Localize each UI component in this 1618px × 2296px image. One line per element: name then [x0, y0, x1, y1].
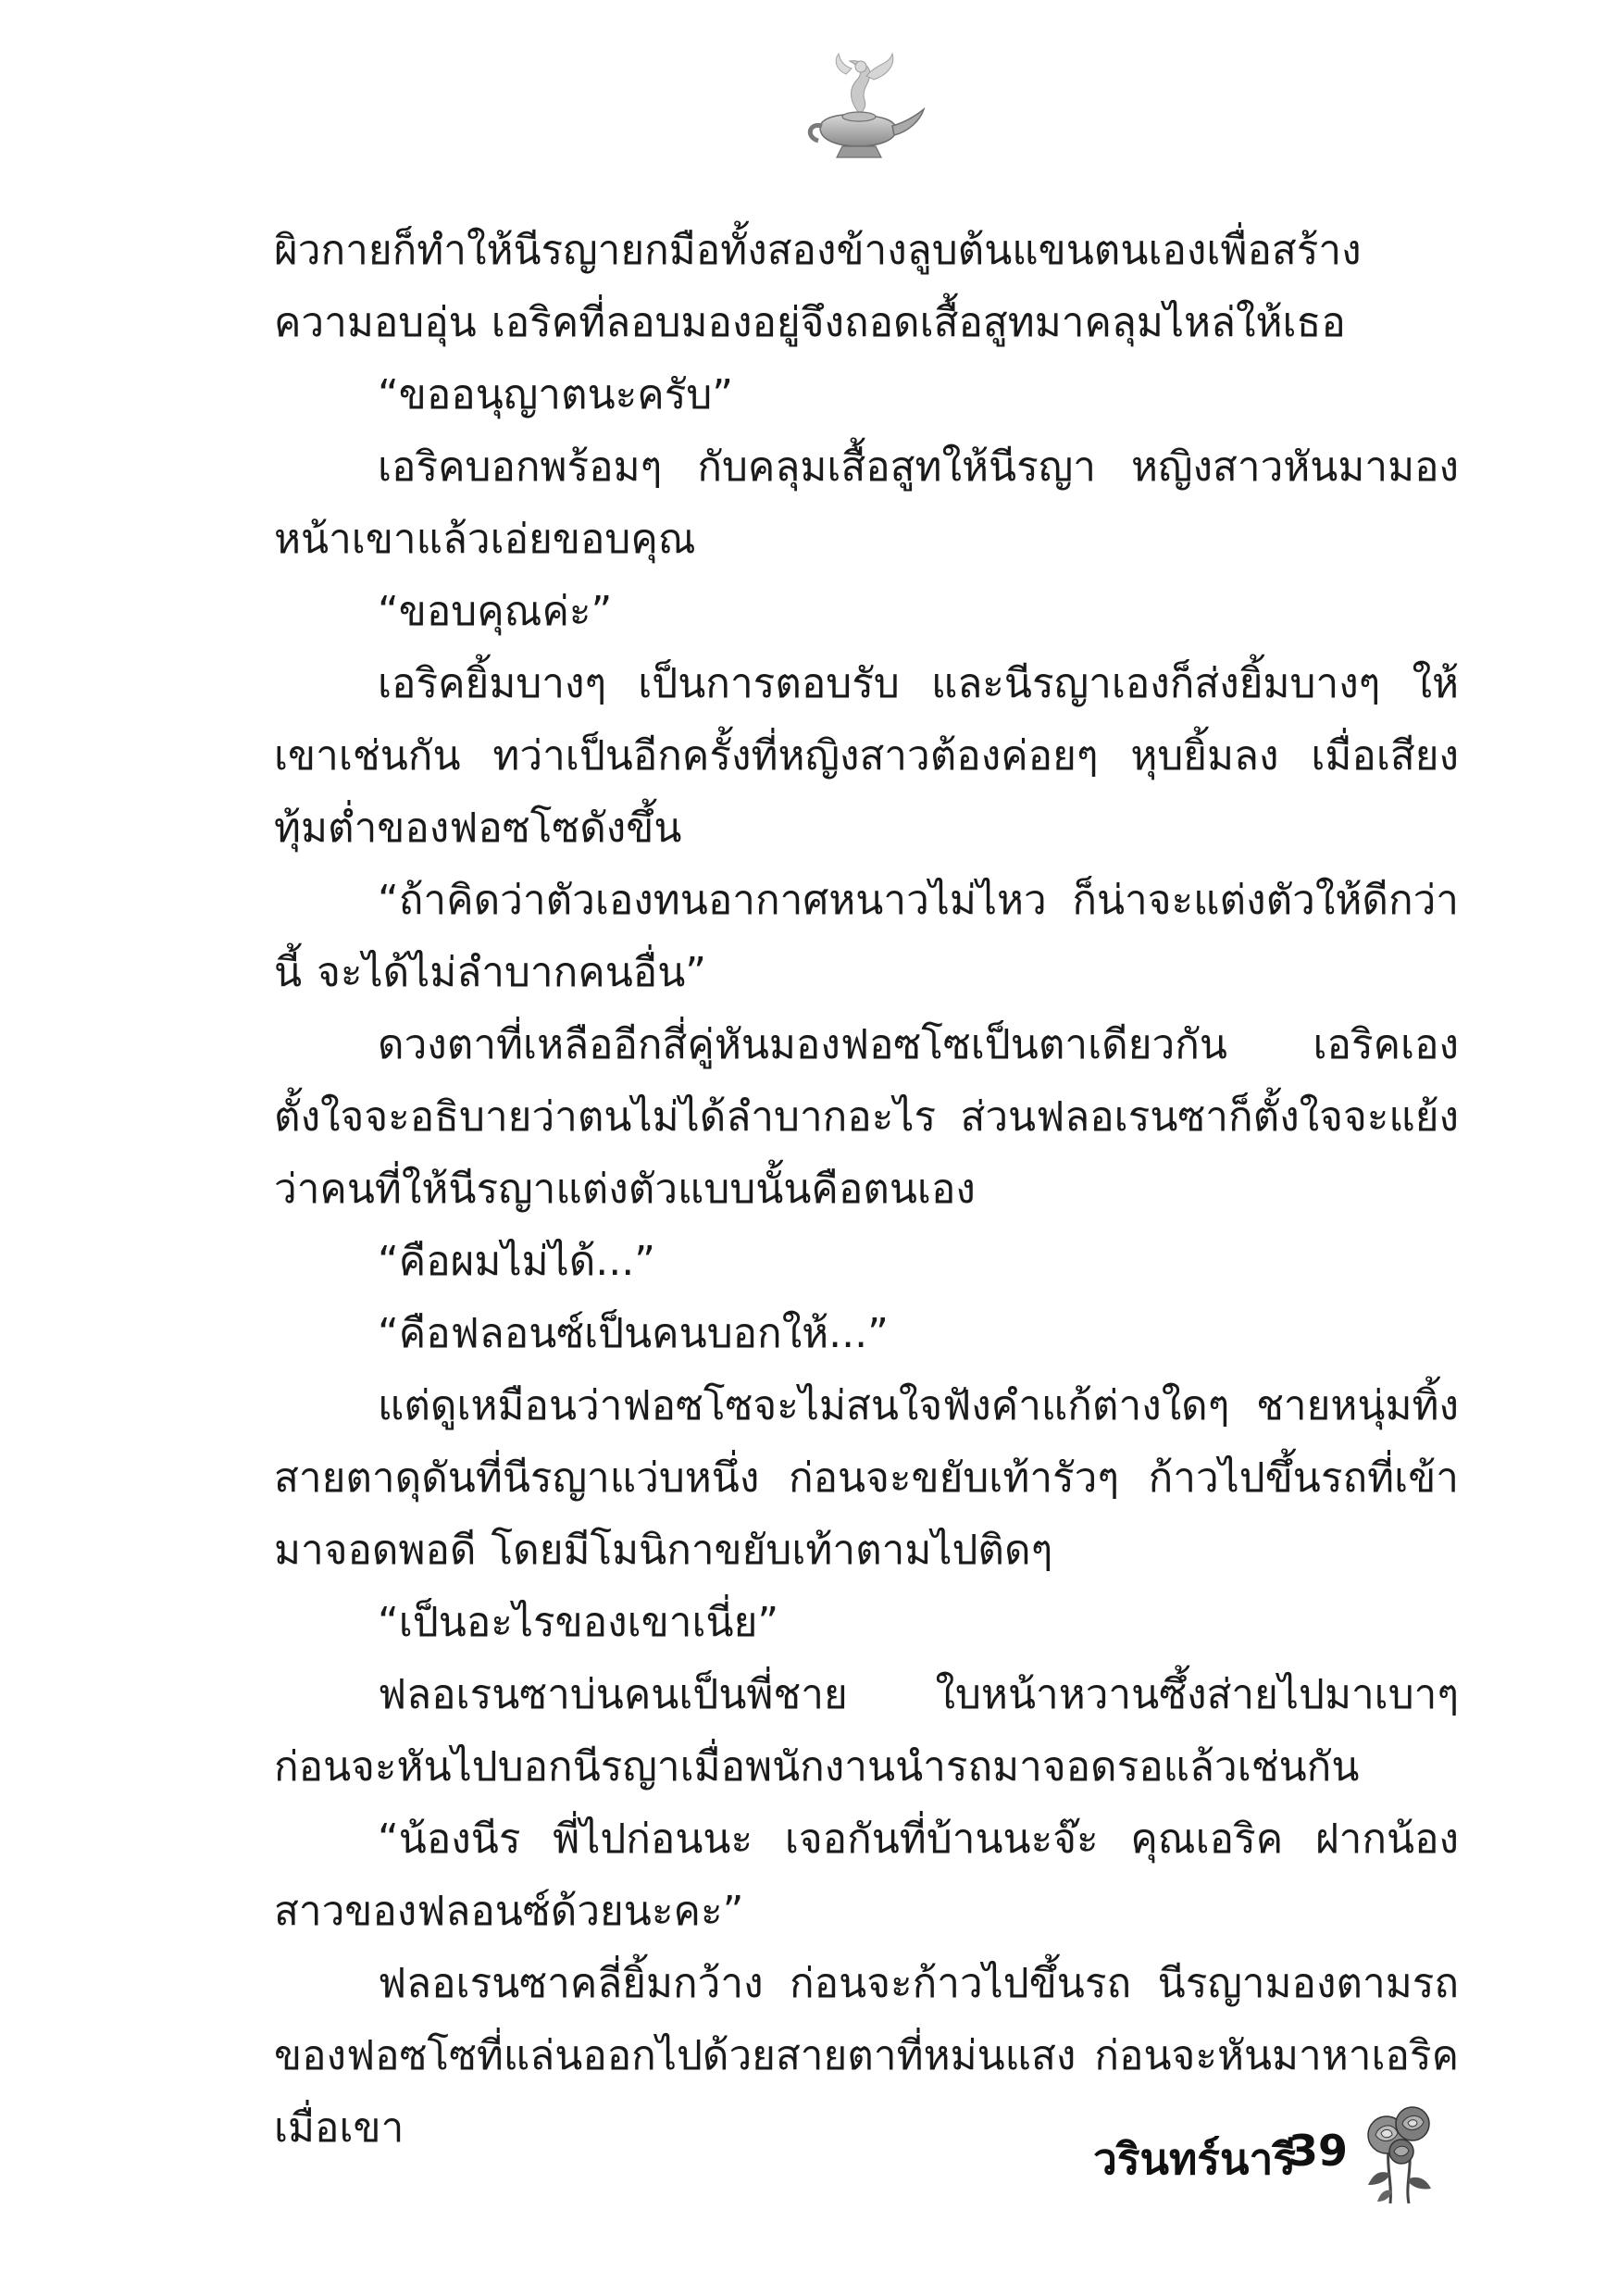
paragraph-5: เอริคยิ้มบางๆ เป็นการตอบรับ และนีรญาเองก็ส่งยิ้มบางๆ ให้เขาเช่นกัน ทว่าเป็นอีกครั้งที่หญิงสาวต้องค่อยๆ หุบยิ้มลง เมื่อเสียงทุ้มต่ำของฟอซโซดังขึ้น [274, 660, 1459, 852]
chapter-body [274, 215, 1459, 2165]
paragraph-7: ดวงตาที่เหลืออีกสี่คู่หันมองฟอซโซเป็นตาเดียวกัน เอริคเองตั้งใจจะอธิบายว่าตนไม่ได้ลำบากอะไร ส่วนฟลอเรนซาก็ตั้งใจจะแย้งว่าคนที่ให้นีรญาแต่งตัวแบบนั้นคือตนเอง [274, 1021, 1459, 1213]
paragraph-10: แต่ดูเหมือนว่าฟอซโซจะไม่สนใจฟังคำแก้ต่างใดๆ ชายหนุ่มทิ้งสายตาดุดันที่นีรญาแว่บหนึ่ง ก่อนจะขยับเท้ารัวๆ ก้าวไปขึ้นรถที่เข้ามาจอดพอดี โดยมีโมนิกาขยับเท้าตามไปติดๆ [274, 1382, 1459, 1574]
page-footer [1018, 2094, 1444, 2205]
paragraph-8: “คือผมไม่ได้...” [378, 1238, 656, 1285]
page-number: 39 [1288, 2126, 1348, 2176]
paragraph-2: “ขออนุญาตนะครับ” [378, 371, 734, 418]
paragraph-13: “น้องนีร พี่ไปก่อนนะ เจอกันที่บ้านนะจ๊ะ คุณเอริค ฝากน้องสาวของฟลอนซ์ด้วยนะคะ” [274, 1816, 1459, 1935]
paragraph-9: “คือฟลอนซ์เป็นคนบอกให้...” [378, 1310, 889, 1357]
paragraph-12: ฟลอเรนซาบ่นคนเป็นพี่ชาย ใบหน้าหวานซึ้งส่ายไปมาเบาๆ ก่อนจะหันไปบอกนีรญาเมื่อพนักงานนำรถมาจอดรอแล้วเช่นกัน [274, 1671, 1459, 1791]
book-title: วรินทร์นารี [1093, 2134, 1296, 2184]
paragraph-4: “ขอบคุณค่ะ” [378, 588, 613, 635]
paragraph-14: ฟลอเรนซาคลี่ยิ้มกว้าง ก่อนจะก้าวไปขึ้นรถ นีรญามองตามรถของฟอซโซที่แล่นออกไปด้วยสายตาที่หม่นแสง ก่อนจะหันมาหาเอริคเมื่อเขา [274, 1960, 1459, 2152]
paragraph-6: “ถ้าคิดว่าตัวเองทนอากาศหนาวไม่ไหว ก็น่าจะแต่งตัวให้ดีกว่านี้ จะได้ไม่ลำบากคนอื่น” [274, 877, 1459, 996]
paragraph-3: เอริคบอกพร้อมๆ กับคลุมเสื้อสูทให้นีรญา หญิงสาวหันมามองหน้าเขาแล้วเอ่ยขอบคุณ [274, 443, 1459, 563]
rose-icon [1351, 2094, 1444, 2205]
paragraph-11: “เป็นอะไรของเขาเนี่ย” [378, 1599, 779, 1646]
paragraph-1: ผิวกายก็ทำให้นีรญายกมือทั้งสองข้างลูบต้นแขนตนเองเพื่อสร้างความอบอุ่น เอริคที่ลอบมองอยู่จึงถอดเสื้อสูทมาคลุมไหล่ให้เธอ [274, 227, 1362, 346]
genie-lamp-icon [792, 48, 931, 168]
